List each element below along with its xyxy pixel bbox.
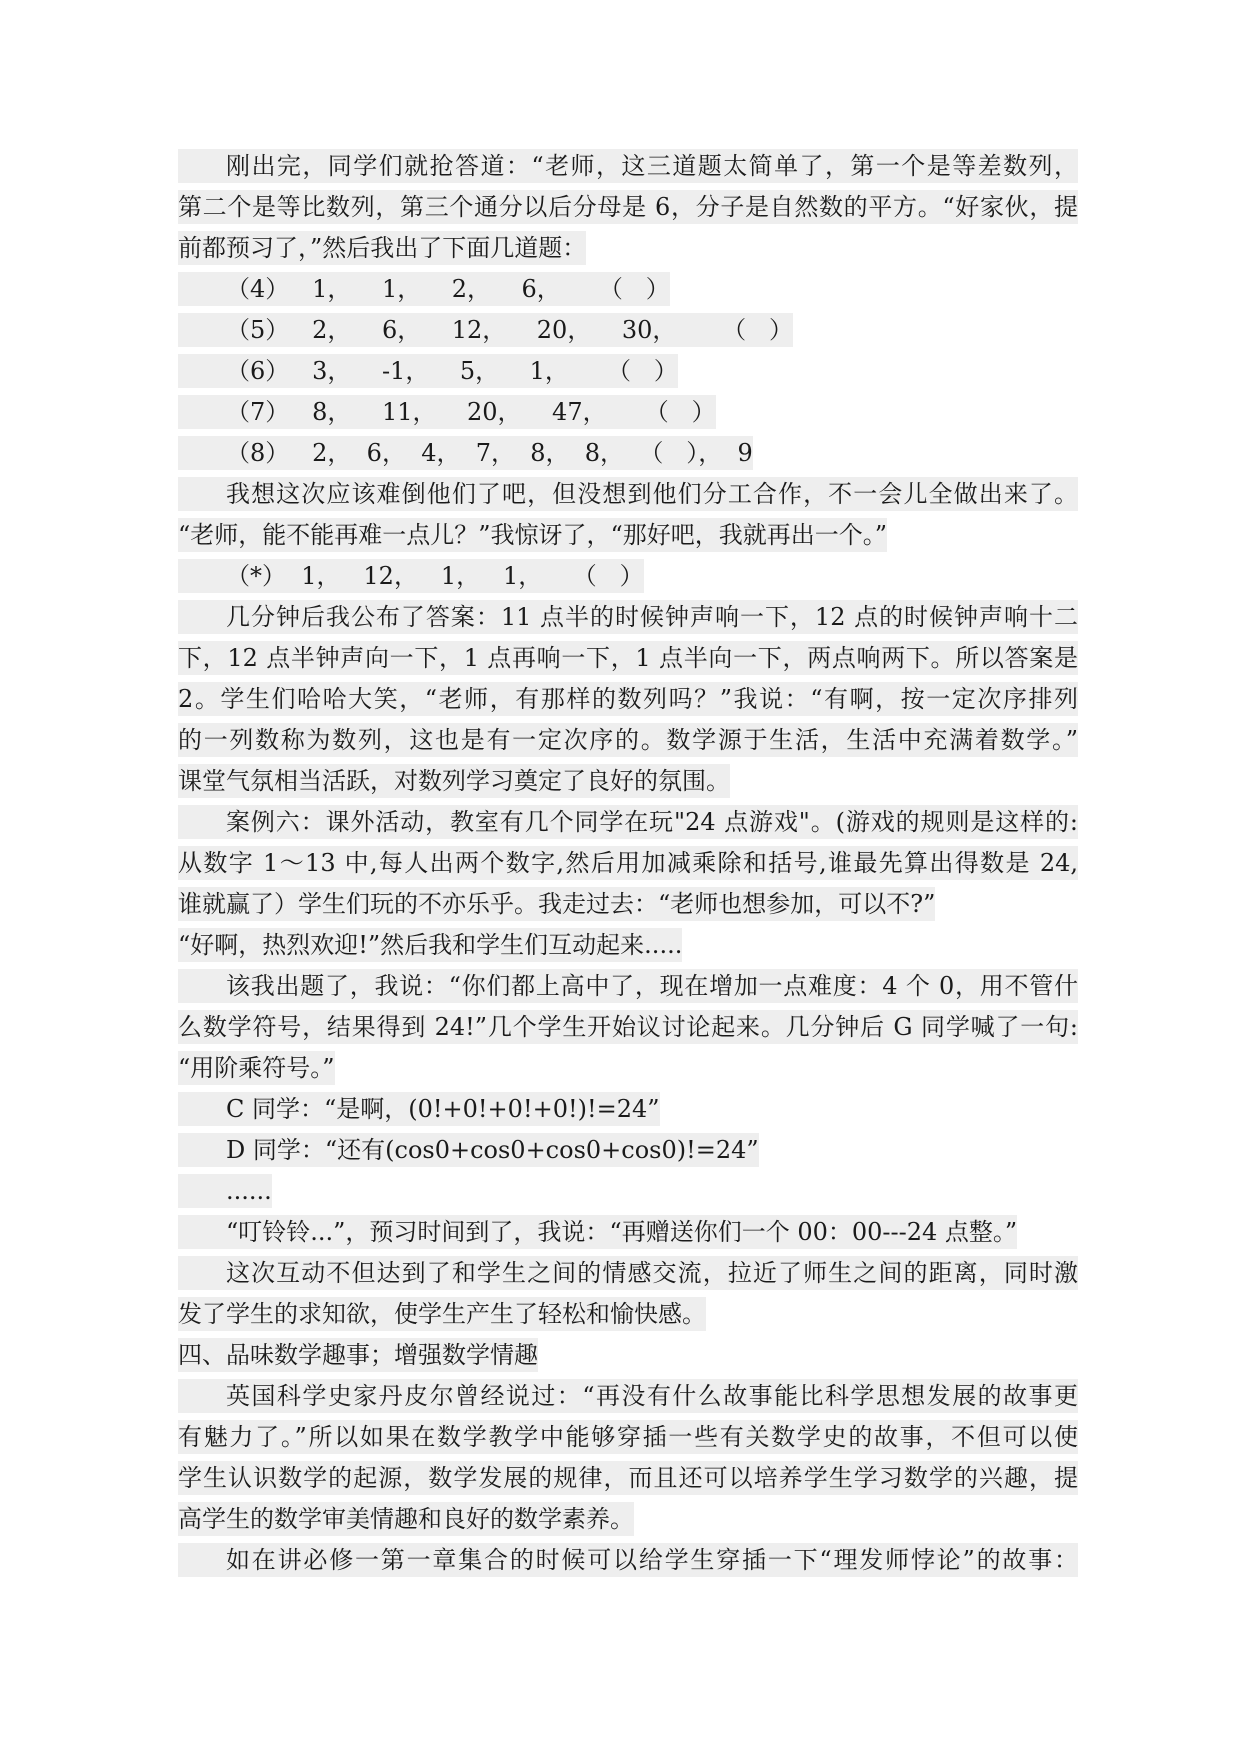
text-line-row bbox=[178, 887, 1078, 928]
text-line: “好啊，热烈欢迎!”然后我和学生们互动起来..... bbox=[178, 928, 682, 962]
text-line-row bbox=[178, 723, 1078, 764]
text-line: 英国科学史家丹皮尔曾经说过：“再没有什么故事能比科学思想发展的故事更 bbox=[178, 1379, 1078, 1413]
text-line-row bbox=[178, 1420, 1078, 1461]
text-line-row bbox=[178, 1133, 1078, 1174]
text-line-row bbox=[178, 272, 1078, 313]
text-line: 刚出完，同学们就抢答道：“老师，这三道题太简单了，第一个是等差数列， bbox=[178, 149, 1078, 183]
text-line: 发了学生的求知欲，使学生产生了轻松和愉快感。 bbox=[178, 1297, 706, 1331]
text-line: （8） 2， 6， 4， 7， 8， 8， （ ）， 9 bbox=[178, 436, 753, 470]
text-line-row bbox=[178, 1338, 1078, 1379]
text-line-row bbox=[178, 1174, 1078, 1215]
text-line: 谁就赢了）学生们玩的不亦乐乎。我走过去：“老师也想参加，可以不?” bbox=[178, 887, 935, 921]
text-line: 四、品味数学趣事；增强数学情趣 bbox=[178, 1338, 538, 1372]
text-line: 的一列数称为数列，这也是有一定次序的。数学源于生活，生活中充满着数学。” bbox=[178, 723, 1078, 757]
text-line: 如在讲必修一第一章集合的时候可以给学生穿插一下“理发师悖论”的故事： bbox=[178, 1543, 1078, 1577]
text-line: 高学生的数学审美情趣和良好的数学素养。 bbox=[178, 1502, 634, 1536]
text-line-row bbox=[178, 395, 1078, 436]
text-line-row bbox=[178, 1215, 1078, 1256]
text-line: 有魅力了。”所以如果在数学教学中能够穿插一些有关数学史的故事，不但可以使 bbox=[178, 1420, 1078, 1454]
text-line: 么数学符号，结果得到 24!”几个学生开始议讨论起来。几分钟后 G 同学喊了一句: bbox=[178, 1010, 1078, 1044]
text-line-row bbox=[178, 1379, 1078, 1420]
text-line-row bbox=[178, 559, 1078, 600]
text-line-row bbox=[178, 518, 1078, 559]
text-line-row bbox=[178, 641, 1078, 682]
text-line: 前都预习了，”然后我出了下面几道题： bbox=[178, 231, 586, 265]
text-line-row bbox=[178, 313, 1078, 354]
text-line-row bbox=[178, 682, 1078, 723]
text-line: “叮铃铃...”，预习时间到了，我说：“再赠送你们一个 00：00---24 点整。” bbox=[178, 1215, 1017, 1249]
text-line-row bbox=[178, 928, 1078, 969]
text-line: “老师，能不能再难一点儿？”我惊讶了，“那好吧，我就再出一个。” bbox=[178, 518, 887, 552]
text-line-row bbox=[178, 764, 1078, 805]
text-line-row bbox=[178, 149, 1078, 190]
document-body bbox=[178, 149, 1078, 1584]
text-line: 这次互动不但达到了和学生之间的情感交流，拉近了师生之间的距离，同时激 bbox=[178, 1256, 1078, 1290]
text-line-row bbox=[178, 1461, 1078, 1502]
text-line-row bbox=[178, 1256, 1078, 1297]
text-line-row bbox=[178, 1051, 1078, 1092]
text-line: “用阶乘符号。” bbox=[178, 1051, 335, 1085]
text-line: 我想这次应该难倒他们了吧，但没想到他们分工合作，不一会儿全做出来了。 bbox=[178, 477, 1078, 511]
text-line-row bbox=[178, 846, 1078, 887]
text-line: （*） 1， 12， 1， 1， （ ） bbox=[178, 559, 644, 593]
text-line-row bbox=[178, 354, 1078, 395]
text-line-row bbox=[178, 1010, 1078, 1051]
text-line: 该我出题了，我说：“你们都上高中了，现在增加一点难度：4 个 0，用不管什 bbox=[178, 969, 1078, 1003]
text-line-row bbox=[178, 1543, 1078, 1584]
text-line: C 同学：“是啊，(0!+0!+0!+0!)!=24” bbox=[178, 1092, 660, 1126]
text-line-row bbox=[178, 477, 1078, 518]
text-line-row bbox=[178, 231, 1078, 272]
text-line: 从数字 1～13 中,每人出两个数字,然后用加减乘除和括号,谁最先算出得数是 24, bbox=[178, 846, 1078, 880]
text-line-row bbox=[178, 1502, 1078, 1543]
text-line-row bbox=[178, 1092, 1078, 1133]
text-line: ...... bbox=[178, 1174, 272, 1208]
text-line: （6） 3， -1， 5， 1， （ ） bbox=[178, 354, 678, 388]
text-line: （7） 8， 11， 20， 47， （ ） bbox=[178, 395, 716, 429]
text-line: 下，12 点半钟声向一下，1 点再响一下，1 点半向一下，两点响两下。所以答案是 bbox=[178, 641, 1078, 675]
text-line-row bbox=[178, 1297, 1078, 1338]
text-line: 案例六：课外活动，教室有几个同学在玩"24 点游戏"。(游戏的规则是这样的: bbox=[178, 805, 1078, 839]
text-line: 第二个是等比数列，第三个通分以后分母是 6，分子是自然数的平方。“好家伙，提 bbox=[178, 190, 1078, 224]
text-line-row bbox=[178, 969, 1078, 1010]
text-line: 课堂气氛相当活跃，对数列学习奠定了良好的氛围。 bbox=[178, 764, 730, 798]
text-line-row bbox=[178, 190, 1078, 231]
text-line-row bbox=[178, 436, 1078, 477]
text-line: 几分钟后我公布了答案：11 点半的时候钟声响一下，12 点的时候钟声响十二 bbox=[178, 600, 1078, 634]
text-line-row bbox=[178, 805, 1078, 846]
text-line: （5） 2， 6， 12， 20， 30， （ ） bbox=[178, 313, 793, 347]
text-line: （4） 1， 1， 2， 6， （ ） bbox=[178, 272, 670, 306]
text-line: 学生认识数学的起源，数学发展的规律，而且还可以培养学生学习数学的兴趣，提 bbox=[178, 1461, 1078, 1495]
text-line: 2。学生们哈哈大笑，“老师，有那样的数列吗？”我说：“有啊，按一定次序排列 bbox=[178, 682, 1078, 716]
text-line-row bbox=[178, 600, 1078, 641]
text-line: D 同学：“还有(cos0+cos0+cos0+cos0)!=24” bbox=[178, 1133, 759, 1167]
